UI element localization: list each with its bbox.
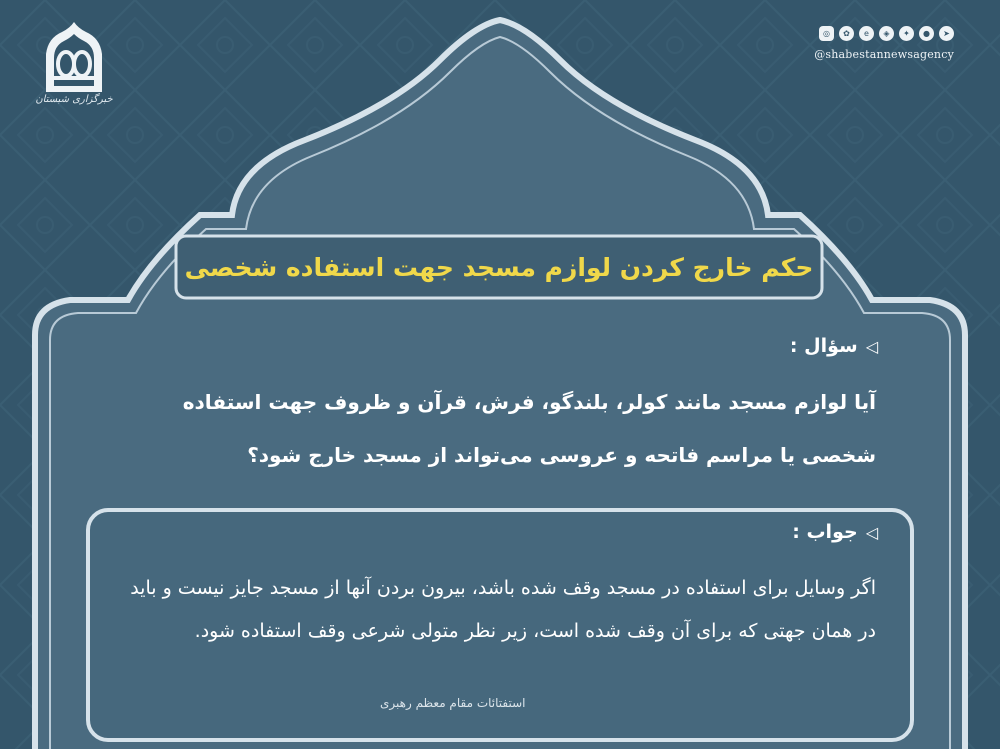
logo-caption: خبرگزاری شبستان [35, 94, 113, 105]
title-box [176, 236, 822, 298]
answer-heading [792, 521, 878, 543]
instagram-icon[interactable]: ◎ [819, 26, 834, 41]
triangle-marker-icon: ◁ [865, 523, 878, 542]
telegram-icon[interactable]: ➤ [939, 26, 954, 41]
rubika-icon[interactable]: ◈ [879, 26, 894, 41]
mosque-logo-icon [42, 20, 106, 94]
bale-icon[interactable]: ● [919, 26, 934, 41]
question-text: آیا لوازم مسجد مانند کولر، بلندگو، فرش، قرآن و ظروف جهت استفاده شخصی یا مراسم فاتحه و عروسی می‌تواند از مسجد خارج شود؟ [182, 390, 876, 467]
question-label: سؤال : [789, 335, 858, 357]
brand-logo [32, 20, 116, 105]
eitaa-icon[interactable]: e [859, 26, 874, 41]
answer-source: استفتائات مقام معظم رهبری [380, 696, 526, 710]
question-heading [790, 335, 878, 357]
page-title: حکم خارج کردن لوازم مسجد جهت استفاده شخصی [184, 252, 814, 282]
answer-label: جواب : [792, 521, 858, 543]
twitter-icon[interactable]: ✦ [899, 26, 914, 41]
triangle-marker-icon: ◁ [865, 337, 878, 356]
social-handle[interactable]: @shabestannewsagency [814, 48, 954, 61]
aparat-icon[interactable]: ✿ [839, 26, 854, 41]
answer-text: اگر وسایل برای استفاده در مسجد وقف شده باشد، بیرون بردن آنها از مسجد جایز نیست و باید در همان جهتی که برای آن وقف شده است، زیر نظر متولی شرعی وقف استفاده شود. [130, 577, 876, 642]
social-icons [814, 26, 954, 41]
social-block [814, 26, 954, 61]
